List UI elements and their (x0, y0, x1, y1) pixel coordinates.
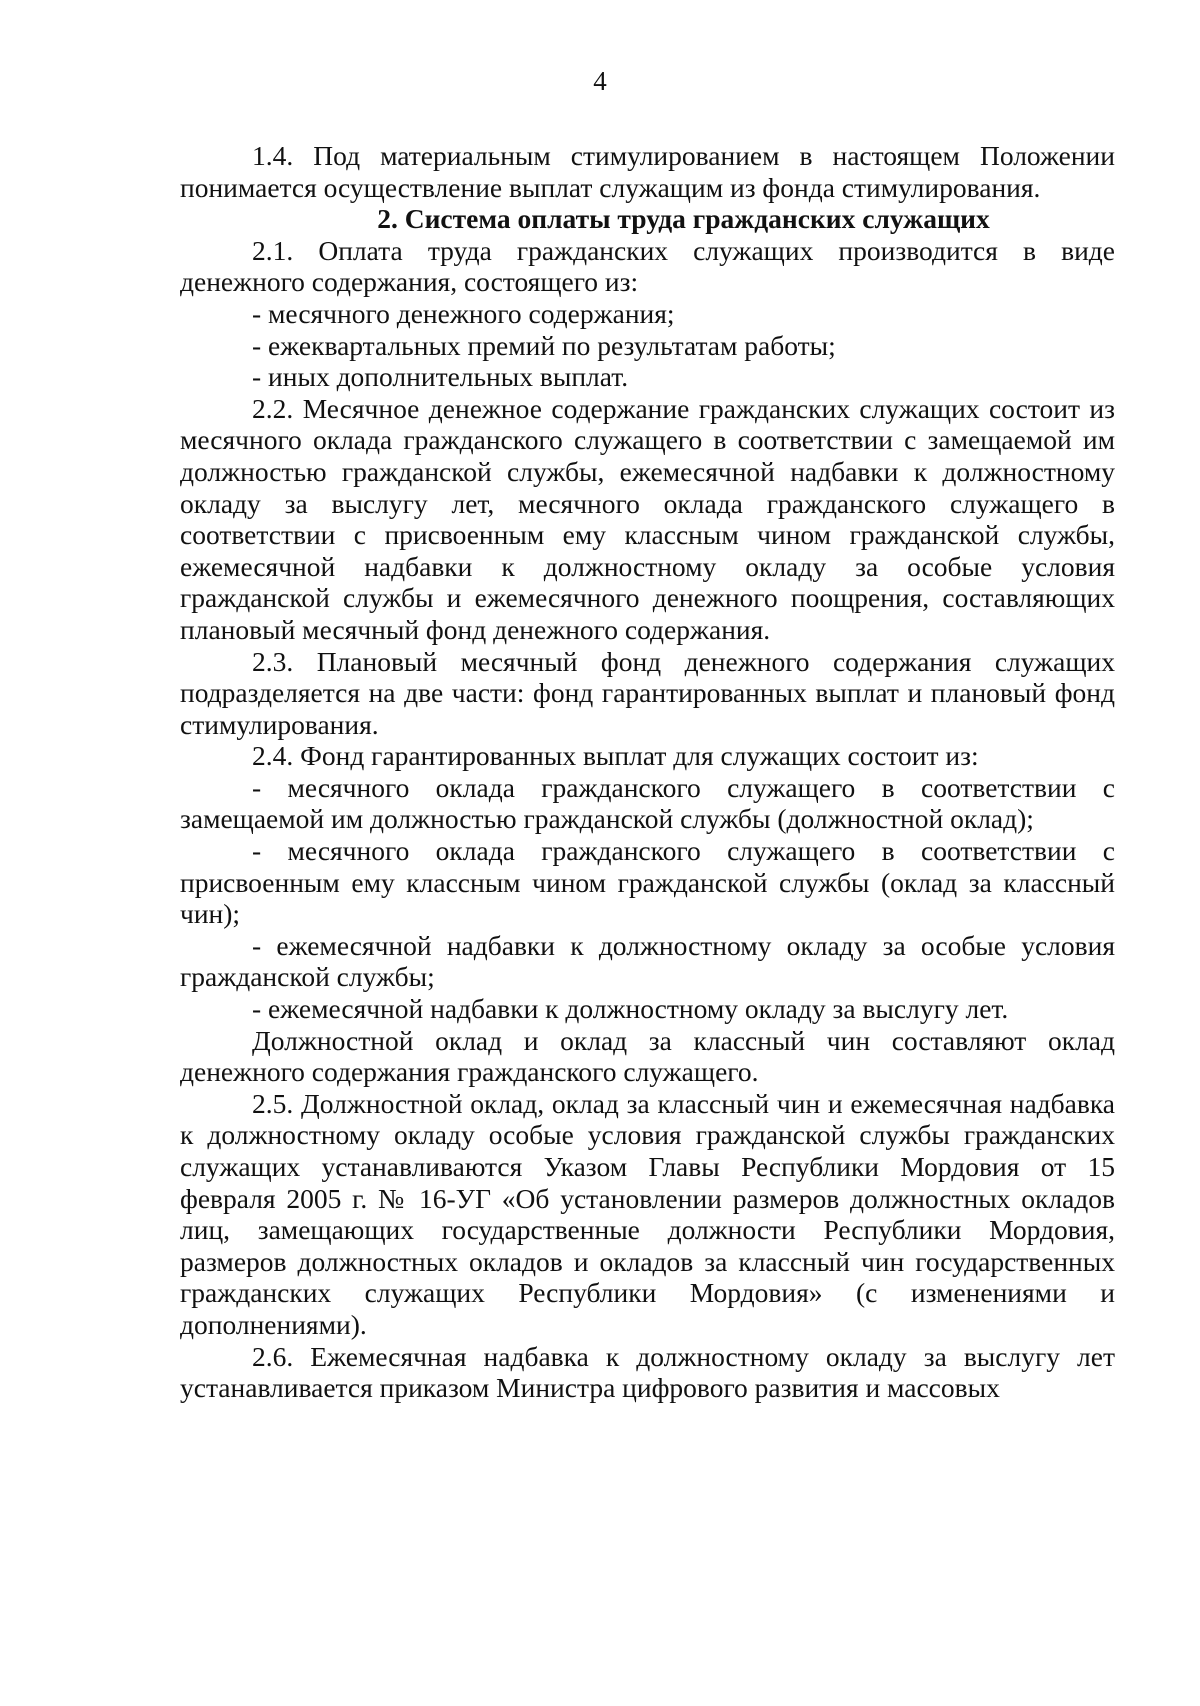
paragraph-2-1: 2.1. Оплата труда гражданских служащих производится в виде денежного содержания, состоящего из: (180, 234, 1115, 298)
paragraph-2-3: 2.3. Плановый месячный фонд денежного содержания служащих подразделяется на две части: фонд гарантированных выплат и плановый фонд стимулирования. (180, 645, 1115, 740)
paragraph-2-4-summary: Должностной оклад и оклад за классный чин составляют оклад денежного содержания гражданского служащего. (180, 1024, 1115, 1088)
paragraph-1-4: 1.4. Под материальным стимулированием в настоящем Положении понимается осуществление выплат служащим из фонда стимулирования. (180, 140, 1115, 203)
paragraph-2-4: 2.4. Фонд гарантированных выплат для служащих состоит из: (252, 740, 979, 772)
section-heading-2: 2. Система оплаты труда гражданских служащих (377, 203, 990, 235)
paragraph-2-5: 2.5. Должностной оклад, оклад за классный чин и ежемесячная надбавка к должностному окладу особые условия гражданской службы гражданских служащих устанавливаются Указом Главы Республики Мордовия от 15 февраля 2005 г. № 16-УГ «Об установлении размеров должностных окладов лиц, замещающих государственные должности Республики Мордовия, размеров должностных окладов и окладов за классный чин государственных гражданских служащих Республики Мордовия» (с изменениями и дополнениями). (180, 1087, 1115, 1340)
page-number: 4 (593, 66, 607, 96)
list-item: - ежеквартальных премий по результатам работы; (252, 329, 836, 361)
list-item: - месячного денежного содержания; (252, 297, 675, 329)
paragraph-2-6: 2.6. Ежемесячная надбавка к должностному окладу за выслугу лет устанавливается приказом Министра цифрового развития и массовых (180, 1340, 1115, 1404)
list-item: - месячного оклада гражданского служащего в соответствии с присвоенным ему классным чином гражданской службы (оклад за классный чин); (180, 835, 1115, 930)
paragraph-2-2: 2.2. Месячное денежное содержание гражданских служащих состоит из месячного оклада гражданского служащего в соответствии с замещаемой им должностью гражданской службы, ежемесячной надбавки к должностному окладу за выслугу лет, месячного оклада гражданского служащего в соответствии с присвоенным ему классным чином гражданской службы, ежемесячной надбавки к должностному окладу за особые условия гражданской службы и ежемесячного денежного поощрения, составляющих плановый месячный фонд денежного содержания. (180, 392, 1115, 645)
list-item: - месячного оклада гражданского служащего в соответствии с замещаемой им должностью гражданской службы (должностной оклад); (180, 771, 1115, 835)
list-item: - ежемесячной надбавки к должностному окладу за выслугу лет. (252, 993, 1009, 1025)
document-body (180, 140, 1115, 1404)
list-item: - иных дополнительных выплат. (252, 361, 629, 393)
list-item: - ежемесячной надбавки к должностному окладу за особые условия гражданской службы; (180, 929, 1115, 993)
